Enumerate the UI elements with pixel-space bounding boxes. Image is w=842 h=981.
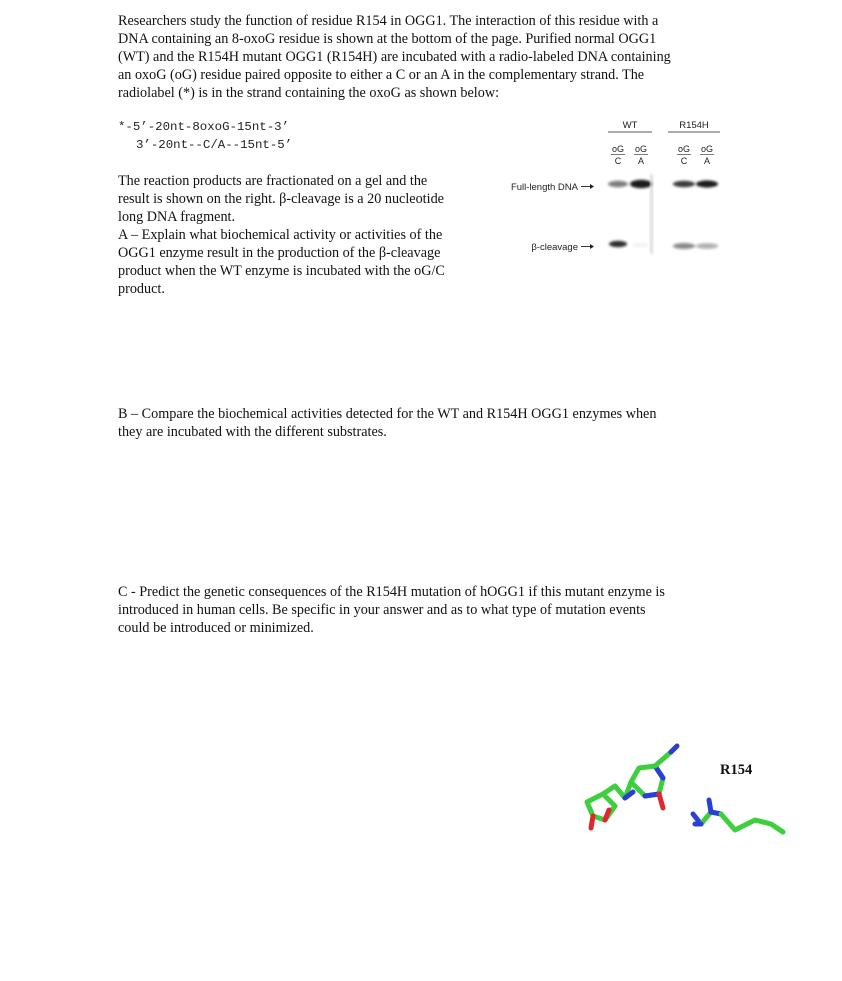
question-a-line: A – Explain what biochemical activity or activities of the (118, 227, 443, 243)
intro-line: DNA containing an 8-oxoG residue is shown at the bottom of the page. Purified normal OGG1 (118, 31, 657, 47)
cleavage-bands (609, 241, 718, 249)
gel-figure (490, 112, 730, 272)
cleavage-arrow (581, 244, 594, 249)
question-a-line: OGG1 enzyme result in the production of the β-cleavage (118, 245, 441, 261)
band-cleave-lane-2 (632, 243, 650, 247)
band-cleave-lane-1 (609, 241, 627, 247)
band-full-lane-4 (696, 180, 718, 187)
question-b-line: B – Compare the biochemical activities detected for the WT and R154H OGG1 enzymes when (118, 406, 657, 422)
gel-lane-labels (611, 144, 714, 166)
full-length-arrow (581, 184, 594, 189)
lane-2-top: oG (634, 144, 648, 154)
question-a-line: product. (118, 281, 165, 297)
lane-4-top: oG (700, 144, 714, 154)
lane-3-bottom: C (680, 156, 688, 166)
question-c-line: could be introduced or minimized. (118, 620, 314, 636)
gel-group-wt: WT (622, 120, 638, 131)
question-a-line: The reaction products are fractionated on a gel and the (118, 173, 428, 189)
r154-structure-image (575, 740, 790, 840)
question-b (118, 405, 656, 441)
band-full-lane-3 (673, 181, 695, 187)
lane-4-bottom: A (703, 156, 711, 166)
intro-line: radiolabel (*) is in the strand containing the oxoG as shown below: (118, 85, 500, 101)
question-a-line: long DNA fragment. (118, 209, 236, 225)
intro-line: (WT) and the R154H mutant OGG1 (R154H) are incubated with a radio-labeled DNA containing (118, 49, 671, 65)
band-cleave-lane-3 (673, 243, 695, 249)
lane-1-bottom: C (614, 156, 622, 166)
band-full-lane-2 (630, 180, 652, 188)
question-c-line: C - Predict the genetic consequences of the R154H mutation of hOGG1 if this mutant enzyme is (118, 584, 665, 600)
question-a-line: result is shown on the right. β-cleavage is a 20 nucleotide (118, 191, 444, 207)
cleavage-label: β-cleavage (531, 242, 578, 253)
intro-paragraph (118, 12, 671, 102)
question-a (118, 172, 445, 298)
intro-line: Researchers study the function of residue R154 in OGG1. The interaction of this residue with a (118, 13, 659, 29)
question-b-line: they are incubated with the different substrates. (118, 424, 387, 440)
r154-label: R154 (720, 762, 753, 778)
full-length-bands (608, 180, 718, 188)
band-full-lane-1 (608, 181, 628, 187)
intro-line: an oxoG (oG) residue paired opposite to either a C or an A in the complementary strand. The (118, 67, 645, 83)
question-c (118, 583, 665, 637)
dna-top-strand: *-5’-20nt-8oxoG-15nt-3’ (118, 120, 290, 134)
question-a-line: product when the WT enzyme is incubated with the oG/C (118, 263, 445, 279)
band-cleave-lane-4 (696, 243, 718, 249)
lane-3-top: oG (677, 144, 691, 154)
gel-group-r154h: R154H (679, 120, 709, 131)
question-c-line: introduced in human cells. Be specific in your answer and as to what type of mutation events (118, 602, 646, 618)
lane-2-bottom: A (637, 156, 645, 166)
full-length-label: Full-length DNA (510, 182, 578, 193)
lane-1-top: oG (611, 144, 625, 154)
lane-smears (650, 174, 653, 254)
dna-bottom-strand: 3’-20nt--C/A--15nt-5’ (136, 138, 293, 152)
